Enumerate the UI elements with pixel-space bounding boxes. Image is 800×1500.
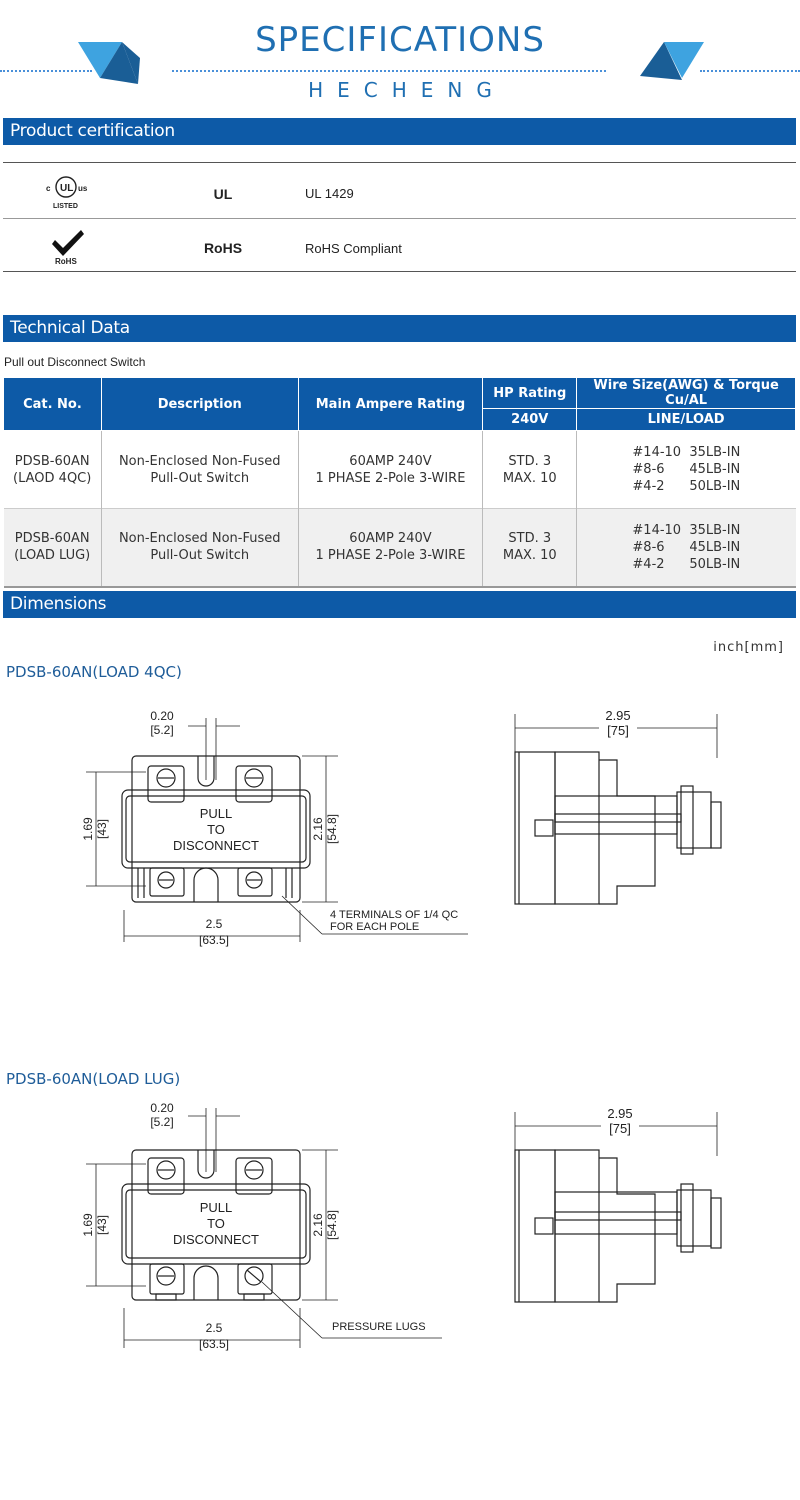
svg-text:TO: TO <box>207 822 225 837</box>
svg-text:4 TERMINALS OF 1/4 QC: 4 TERMINALS OF 1/4 QC <box>330 909 459 921</box>
cell-description: Non-Enclosed Non-Fused Pull-Out Switch <box>101 431 298 509</box>
cell-description: Non-Enclosed Non-Fused Pull-Out Switch <box>101 509 298 587</box>
side-view-drawing-lug <box>505 1098 735 1318</box>
header-hp-sub: 240V <box>483 409 577 431</box>
header-rating: Main Ampere Rating <box>298 378 483 431</box>
divider <box>3 218 796 219</box>
svg-text:FOR EACH POLE: FOR EACH POLE <box>330 921 420 933</box>
section-bar-technical: Technical Data <box>3 315 796 342</box>
divider <box>3 162 796 163</box>
front-view-drawing-4qc <box>70 700 490 960</box>
svg-text:[5.2]: [5.2] <box>150 1115 174 1129</box>
table-row <box>4 509 796 587</box>
svg-text:LISTED: LISTED <box>53 203 78 210</box>
svg-text:TO: TO <box>207 1216 225 1231</box>
header-description: Description <box>101 378 298 431</box>
header-cat-no: Cat. No. <box>4 378 102 431</box>
units-label: inch[mm] <box>713 640 784 655</box>
section-bar-certification: Product certification <box>3 118 796 145</box>
svg-text:0.20: 0.20 <box>150 709 174 723</box>
cell-rating: 60AMP 240V 1 PHASE 2-Pole 3-WIRE <box>298 509 483 587</box>
svg-text:[75]: [75] <box>609 1121 631 1136</box>
svg-text:[43]: [43] <box>95 1214 109 1236</box>
cert-row-ul <box>3 166 796 218</box>
svg-text:us: us <box>78 184 88 193</box>
cell-cat-no: PDSB-60AN (LOAD LUG) <box>4 509 102 587</box>
svg-text:[75]: [75] <box>607 723 629 738</box>
cell-cat-no: PDSB-60AN (LAOD 4QC) <box>4 431 102 509</box>
cert-description: RoHS Compliant <box>305 241 402 256</box>
drawing-title: PDSB-60AN(LOAD LUG) <box>6 1070 181 1088</box>
cell-hp: STD. 3 MAX. 10 <box>483 431 577 509</box>
header-dotted-line-right <box>700 70 800 72</box>
svg-text:1.69: 1.69 <box>81 1213 95 1237</box>
cell-hp: STD. 3 MAX. 10 <box>483 509 577 587</box>
svg-text:2.95: 2.95 <box>607 1106 633 1121</box>
svg-text:[63.5]: [63.5] <box>198 1337 230 1351</box>
svg-text:[43]: [43] <box>95 818 109 840</box>
svg-text:1.69: 1.69 <box>81 817 95 841</box>
cert-name: UL <box>213 186 233 202</box>
spec-table <box>3 377 796 588</box>
cert-description: UL 1429 <box>305 186 354 201</box>
svg-text:[5.2]: [5.2] <box>150 723 174 737</box>
svg-text:PULL: PULL <box>199 1200 233 1215</box>
cert-name: RoHS <box>203 240 243 256</box>
table-row <box>4 431 796 509</box>
svg-text:0.20: 0.20 <box>150 1101 174 1115</box>
triangle-decoration-right-icon <box>638 40 708 88</box>
header-dotted-line-center <box>172 70 606 72</box>
side-view-drawing-4qc <box>505 700 735 920</box>
svg-text:DISCONNECT: DISCONNECT <box>173 1232 259 1247</box>
section-bar-dimensions: Dimensions <box>3 591 796 618</box>
divider <box>3 271 796 272</box>
header-wire-sub: LINE/LOAD <box>577 409 796 431</box>
page-title: SPECIFICATIONS <box>255 20 545 60</box>
header-wire: Wire Size(AWG) & Torque Cu/AL <box>577 378 796 409</box>
svg-text:PULL: PULL <box>199 806 233 821</box>
front-view-drawing-lug <box>70 1100 490 1360</box>
ul-listed-logo-icon <box>33 172 103 212</box>
svg-text:2.5: 2.5 <box>205 917 223 931</box>
svg-text:2.16: 2.16 <box>311 817 325 841</box>
svg-text:[54.8]: [54.8] <box>325 1209 339 1241</box>
svg-text:2.16: 2.16 <box>311 1213 325 1237</box>
cell-wire: #14-10 35LB-IN #8-6 45LB-IN #4-2 50LB-IN <box>577 431 796 509</box>
svg-text:[63.5]: [63.5] <box>198 933 230 947</box>
cell-rating: 60AMP 240V 1 PHASE 2-Pole 3-WIRE <box>298 431 483 509</box>
svg-text:c: c <box>46 184 51 193</box>
svg-text:DISCONNECT: DISCONNECT <box>173 838 259 853</box>
page-header <box>0 0 800 110</box>
cell-wire: #14-10 35LB-IN #8-6 45LB-IN #4-2 50LB-IN <box>577 509 796 587</box>
technical-subtitle: Pull out Disconnect Switch <box>4 355 146 369</box>
header-hp: HP Rating <box>483 378 577 409</box>
rohs-checkmark-logo-icon <box>33 226 103 266</box>
cert-row-rohs <box>3 220 796 272</box>
svg-text:PRESSURE LUGS: PRESSURE LUGS <box>332 1321 426 1333</box>
drawing-title: PDSB-60AN(LOAD 4QC) <box>6 663 182 681</box>
svg-text:UL: UL <box>60 183 74 194</box>
page-subtitle: HECHENG <box>308 78 506 102</box>
svg-text:2.95: 2.95 <box>605 708 631 723</box>
svg-text:[54.8]: [54.8] <box>325 813 339 845</box>
svg-text:2.5: 2.5 <box>205 1321 223 1335</box>
svg-text:RoHS: RoHS <box>55 257 77 266</box>
